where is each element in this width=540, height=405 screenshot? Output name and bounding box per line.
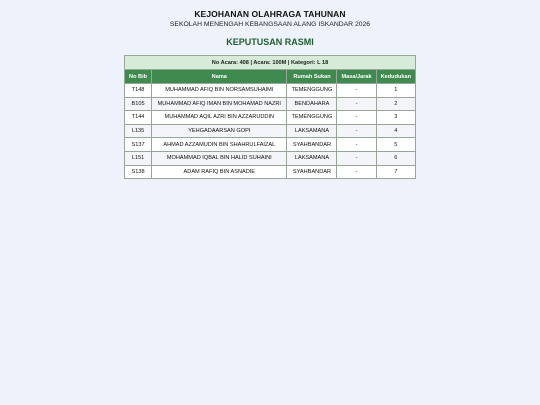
name-cell: YEHGADAARSAN GOPI — [152, 124, 287, 138]
column-header-time: Masa/Jarak — [337, 70, 376, 84]
results-table — [124, 55, 416, 179]
column-header-name: Nama — [152, 70, 287, 84]
time-cell: - — [337, 124, 376, 138]
bib-cell: S137 — [125, 138, 152, 152]
page-header — [0, 0, 540, 48]
bib-cell: L151 — [125, 151, 152, 165]
column-header-row — [125, 70, 416, 84]
house-cell: SYAHBANDAR — [287, 165, 337, 179]
name-cell: AHMAD AZZAMUDIN BIN SHAHRULFAIZAL — [152, 138, 287, 152]
table-row — [125, 84, 416, 98]
results-table-container — [124, 55, 416, 179]
name-cell: ADAM RAFIQ BIN ASNADIE — [152, 165, 287, 179]
time-cell: - — [337, 151, 376, 165]
rank-cell: 7 — [376, 165, 415, 179]
page-title: KEJOHANAN OLAHRAGA TAHUNAN — [194, 9, 346, 19]
time-cell: - — [337, 84, 376, 98]
table-row — [125, 124, 416, 138]
time-cell: - — [337, 138, 376, 152]
column-header-bib: No Bib — [125, 70, 152, 84]
table-row — [125, 151, 416, 165]
table-row — [125, 111, 416, 125]
rank-cell: 5 — [376, 138, 415, 152]
bib-cell: B105 — [125, 97, 152, 111]
house-cell: TEMENGGUNG — [287, 84, 337, 98]
event-info: No Acara: 408 | Acara: 100M | Kategori: L 18 — [125, 56, 416, 70]
event-info-row — [125, 56, 416, 70]
column-header-rank: Kedudukan — [376, 70, 415, 84]
bib-cell: S138 — [125, 165, 152, 179]
name-cell: MUHAMMAD AFIQ BIN NORSAMSUHAIMI — [152, 84, 287, 98]
time-cell: - — [337, 97, 376, 111]
rank-cell: 3 — [376, 111, 415, 125]
name-cell: MUHAMMAD AFIQ IMAN BIN MOHAMAD NAZRI — [152, 97, 287, 111]
bib-cell: L135 — [125, 124, 152, 138]
school-name: SEKOLAH MENENGAH KEBANGSAAN ALANG ISKANDAR 2026 — [169, 21, 371, 28]
table-row — [125, 165, 416, 179]
house-cell: BENDAHARA — [287, 97, 337, 111]
house-cell: LAKSAMANA — [287, 124, 337, 138]
rank-cell: 6 — [376, 151, 415, 165]
name-cell: MUHAMMAD AQIL AZRI BIN AZZARUDDIN — [152, 111, 287, 125]
bib-cell: T144 — [125, 111, 152, 125]
time-cell: - — [337, 111, 376, 125]
house-cell: LAKSAMANA — [287, 151, 337, 165]
time-cell: - — [337, 165, 376, 179]
table-row — [125, 97, 416, 111]
result-heading: KEPUTUSAN RASMI — [226, 37, 314, 47]
rank-cell: 4 — [376, 124, 415, 138]
name-cell: MOHAMMAD IQBAL BIN HALID SUHAINI — [152, 151, 287, 165]
rank-cell: 2 — [376, 97, 415, 111]
rank-cell: 1 — [376, 84, 415, 98]
house-cell: SYAHBANDAR — [287, 138, 337, 152]
column-header-house: Rumah Sukan — [287, 70, 337, 84]
house-cell: TEMENGGUNG — [287, 111, 337, 125]
bib-cell: T148 — [125, 84, 152, 98]
table-row — [125, 138, 416, 152]
